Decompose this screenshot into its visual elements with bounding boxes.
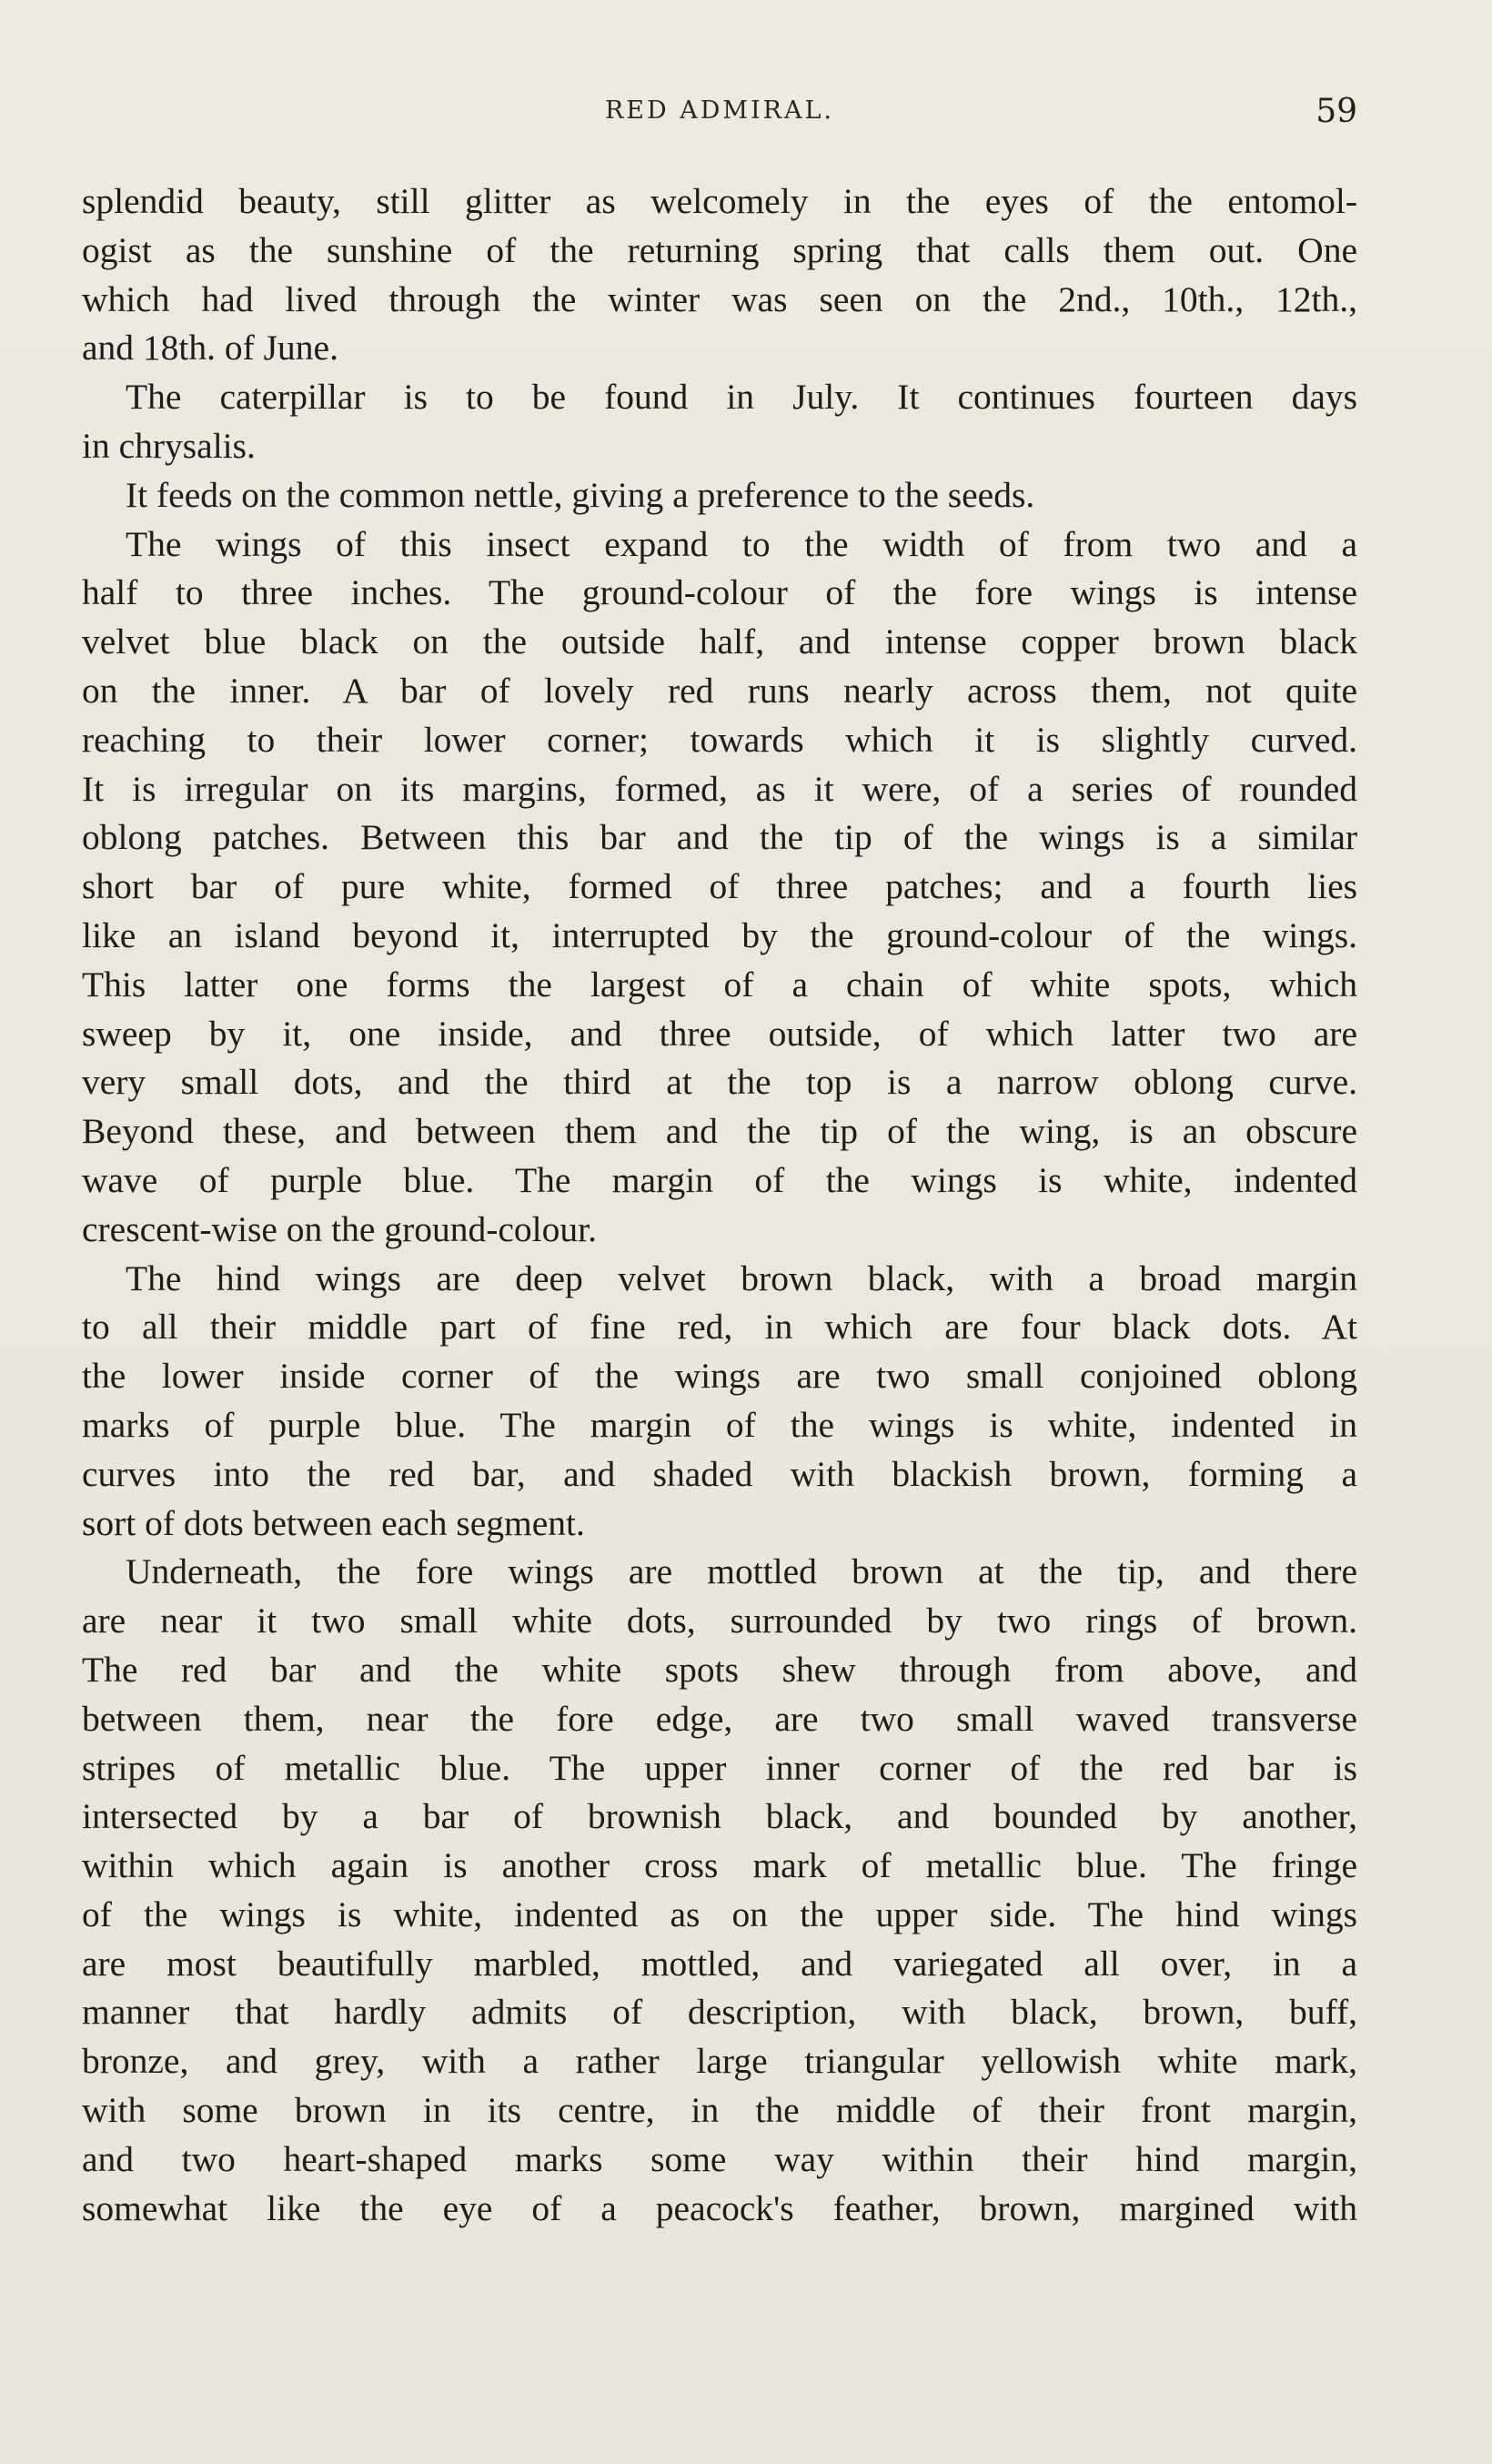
text-line: like an island beyond it, interrupted by the ground-colour of the wings.	[82, 914, 1357, 955]
text-line: sort of dots between each segment.	[82, 1502, 585, 1543]
page-header	[82, 93, 1357, 142]
text-line: The red bar and the white spots shew through from above, and	[82, 1649, 1357, 1690]
text-line: in chrysalis.	[82, 425, 256, 466]
text-line: reaching to their lower corner; towards which it is slightly curved.	[82, 719, 1357, 760]
text-line: Beyond these, and between them and the tip of the wing, is an obscure	[82, 1111, 1357, 1152]
text-line: are most beautifully marbled, mottled, and variegated all over, in a	[82, 1943, 1357, 1984]
text-line: which had lived through the winter was seen on the 2nd., 10th., 12th.,	[82, 278, 1357, 319]
text-line: oblong patches. Between this bar and the tip of the wings is a similar	[82, 817, 1357, 858]
text-line: within which again is another cross mark of metallic blue. The fringe	[82, 1845, 1357, 1886]
text-line: The wings of this insect expand to the width of from two and a	[126, 523, 1357, 564]
body-text	[82, 177, 1357, 2233]
text-line: This latter one forms the largest of a chain of white spots, which	[82, 964, 1357, 1005]
text-line: half to three inches. The ground-colour of the fore wings is intense	[82, 572, 1357, 613]
text-line: are near it two small white dots, surrounded by two rings of brown.	[82, 1601, 1357, 1641]
text-line: and 18th. of June.	[82, 328, 338, 369]
text-line: and two heart-shaped marks some way within their hind margin,	[82, 2138, 1357, 2179]
text-line: It feeds on the common nettle, giving a preference to the seeds.	[126, 474, 1035, 515]
text-line: to all their middle part of fine red, in which are four black dots. At	[82, 1307, 1357, 1348]
text-line: The caterpillar is to be found in July. It continues fourteen days	[126, 377, 1357, 418]
text-line: of the wings is white, indented as on the upper side. The hind wings	[82, 1893, 1357, 1934]
text-line: sweep by it, one inside, and three outside, of which latter two are	[82, 1013, 1357, 1054]
text-line: short bar of pure white, formed of three patches; and a fourth lies	[82, 866, 1357, 907]
text-line: crescent-wise on the ground-colour.	[82, 1208, 597, 1249]
text-line: marks of purple blue. The margin of the wings is white, indented in	[82, 1404, 1357, 1445]
text-line: somewhat like the eye of a peacock's feather, brown, margined with	[82, 2187, 1357, 2228]
text-line: It is irregular on its margins, formed, as it were, of a series of rounded	[82, 768, 1357, 809]
text-line: bronze, and grey, with a rather large triangular yellowish white mark,	[82, 2041, 1357, 2082]
text-line: with some brown in its centre, in the middle of their front margin,	[82, 2090, 1357, 2131]
running-head: RED ADMIRAL.	[604, 96, 835, 125]
text-line: intersected by a bar of brownish black, and bounded by another,	[82, 1796, 1357, 1837]
text-line: The hind wings are deep velvet brown black, with a broad margin	[126, 1257, 1357, 1298]
text-line: velvet blue black on the outside half, and intense copper brown black	[82, 621, 1357, 662]
text-line: manner that hardly admits of description, with black, brown, buff,	[82, 1992, 1357, 2033]
text-line: very small dots, and the third at the top is a narrow oblong curve.	[82, 1062, 1357, 1103]
text-line: the lower inside corner of the wings are two small conjoined oblong	[82, 1356, 1357, 1397]
text-line: Underneath, the fore wings are mottled brown at the tip, and there	[126, 1551, 1357, 1592]
page-number: 59	[1316, 93, 1357, 130]
text-line: ogist as the sunshine of the returning spring that calls them out. One	[82, 229, 1357, 270]
text-line: curves into the red bar, and shaded with blackish brown, forming a	[82, 1453, 1357, 1494]
text-line: on the inner. A bar of lovely red runs nearly across them, not quite	[82, 670, 1357, 711]
text-line: stripes of metallic blue. The upper inner corner of the red bar is	[82, 1747, 1357, 1788]
text-line: wave of purple blue. The margin of the wings is white, indented	[82, 1159, 1357, 1200]
text-line: splendid beauty, still glitter as welcomely in the eyes of the entomol-	[82, 181, 1357, 221]
text-line: between them, near the fore edge, are two small waved transverse	[82, 1698, 1357, 1739]
